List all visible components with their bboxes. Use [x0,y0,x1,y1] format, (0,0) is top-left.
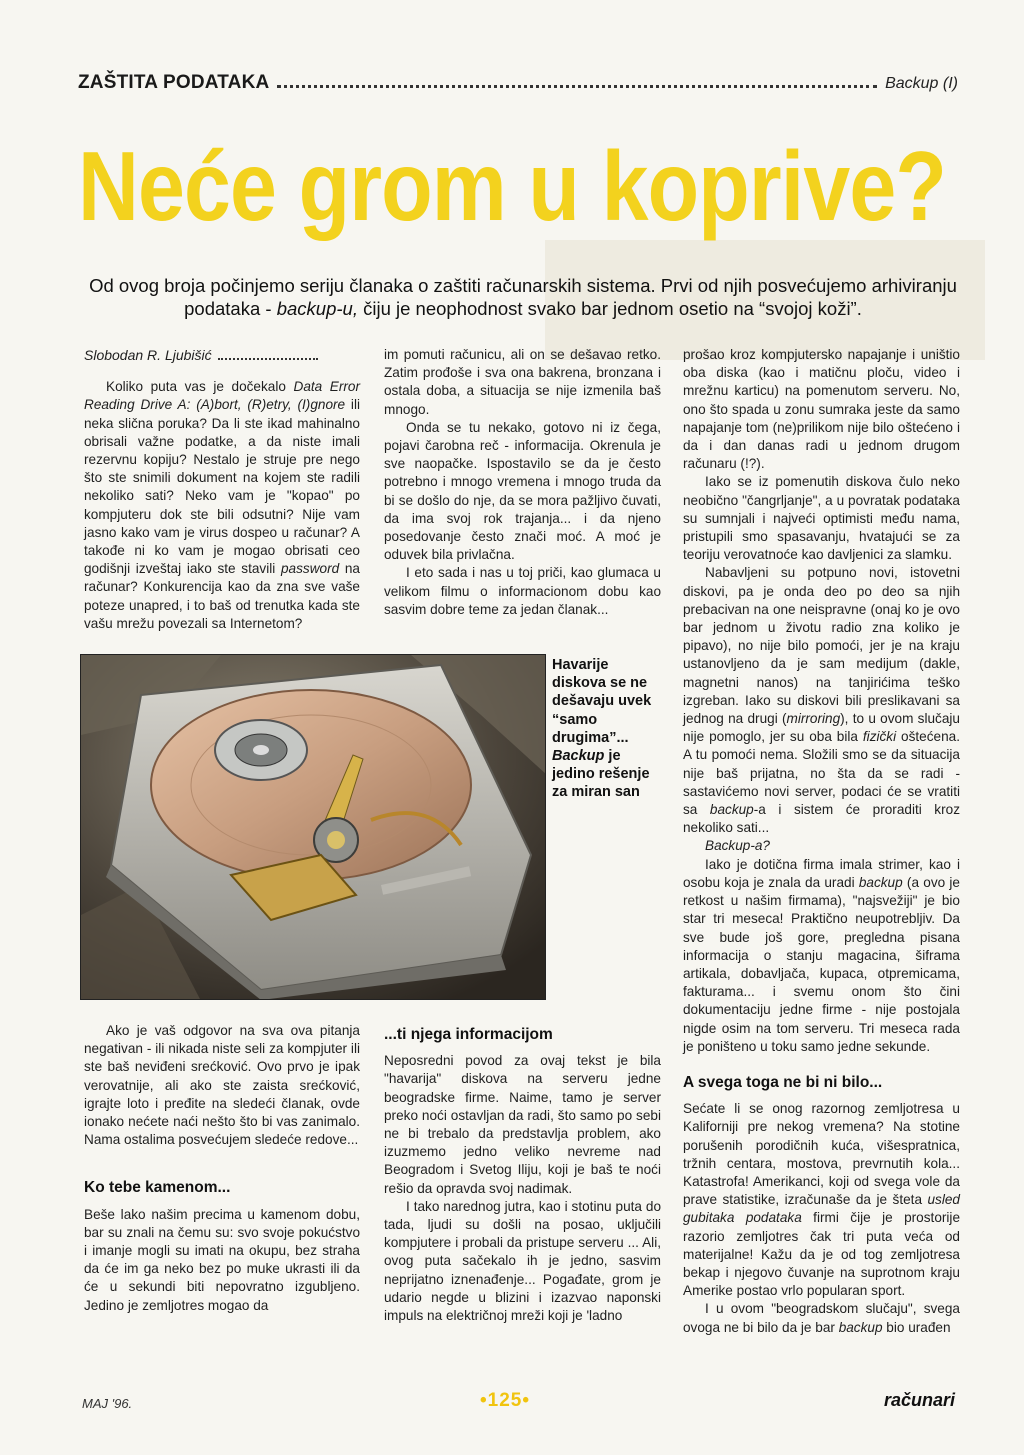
subheading: Ko tebe kamenom... [84,1179,231,1197]
paragraph [84,378,360,633]
text-run: Koliko puta vas je dočekalo [106,379,294,395]
error-message-text: Data Error Reading Drive A: (A)bort, (R)etry, (I)gnore [84,379,360,413]
issue-date: MAJ '96. [82,1396,133,1411]
photo-caption [552,656,662,802]
paragraph: Iako se iz pomenutih diskova čulo neko neobično "čangrljanje", a u povratak podataka su sumnjali i najveći optimisti među nama, pristupili smo spasavanju, hvatajući se za teoriju verovatnoće kao davljenici za slamku. [683,474,960,563]
lead-text-2: čiju je neophodnost svako bar jednom osetio na “svojoj koži”. [357,298,862,319]
column-1-bottom [84,1022,360,1315]
paragraph [683,837,960,855]
subheading: A svega toga ne bi ni bilo... [683,1073,883,1091]
emphasis-text: Backup-a? [705,838,770,854]
text-run: firmi čije je prostorije razorio zemljotres čak tri puta veća od materijalne! Kažu da je od tog zemljotresa bekap i njegovo čuvanje na suprotnom kraju Amerike postao vrlo popularan sport. [683,1210,961,1299]
lead-text-1: Od ovog broja počinjemo seriju članaka o zaštiti računarskih sistema. Prvi od njih posvećujemo arhiviranju podataka - [89,275,957,319]
emphasis-text: backup [838,1319,883,1335]
text-run: Nabavljeni su potpuno novi, istovetni diskovi, pa je onda deo po deo sa njih prebacivan na one neispravne (onaj ko je ovo bar jednom u životu radio zna koliko je pipavo), no nije bilo pomoći, jer je na kraju ustanovljeno da je sam medijum (dakle, magnetni nanos) na tanjirićima teško izgreban. Iako su diskovi bili preslikavani sa jednog na drugi ( [683,565,960,727]
hard-disk-illustration [81,655,546,1000]
text-run: (a ovo je retkost u našim firmama), "najsvežiji" je bio star tri meseca! Praktično neupotrebljiv. Da sve bude još gore, pregledna pisana informacija o stanju magacina, šiframa artikala, dobavljača, kupaca, otpremicama, fakturama... i svemu onom što čini dokumentaciju jedne firme - nije postojala nigde osim na tom serveru. Tri meseca rada je poništeno u toku samo jedne sekunde. [683,874,960,1054]
magazine-logo: računari [884,1390,956,1410]
emphasis-text: backup [709,802,754,818]
column-2-bottom [384,1022,661,1325]
column-2-top [384,346,661,619]
caption-emphasis: Backup [552,748,605,765]
running-header [78,72,958,98]
byline [84,346,360,364]
paragraph: Neposredni povod za ovaj tekst je bila "havarija" diskova na serveru jedne beogradske firme. Naime, tamo je server preko noći ostavljan da radi, što samo po sebi ne bi trebalo da predstavlja problem, ako izuzmemo jedno veliko nevreme nad Beogradom i Svetog Iliju, koji je baš te noći rešio da opravda svoj nadimak. [384,1053,661,1196]
text-run: oštećena. A tu pomoći nema. Složili smo se da situacija nije baš prijatna, no šta da se radi - sastavićemo novi server, podaci će se vratiti sa [683,729,960,818]
text-run: ), to u ovom slučaju nije pomoglo, jer su oba bila [683,711,960,745]
paragraph [683,1300,960,1336]
header-dot-leader [277,74,877,88]
paragraph: im pomuti računicu, ali on se dešavao retko. Zatim prođoše i sva ona bakrena, bronzana i ostala doba, a situacija se nije izmenila baš mnogo. [384,347,661,417]
hard-disk-photo [80,654,546,1000]
series-name: Backup (I) [885,75,958,92]
article-lead [78,274,968,320]
caption-text: je jedino rešenje za miran san [552,748,650,801]
paragraph [683,856,960,1056]
emphasis-text: password [280,561,340,577]
byline-dot-leader [218,350,318,360]
emphasis-text: backup [858,874,903,890]
emphasis-text: mirroring [786,711,841,727]
lead-emphasis: backup-u, [276,298,358,319]
paragraph: I eto sada i nas u toj priči, kao glumaca u velikom filmu o informacionom dobu kao sasvim dobre teme za jedan članak... [384,565,661,617]
paragraph [683,1100,960,1300]
emphasis-text: usled gubitaka podataka [683,1192,960,1226]
text-run: Iako je dotična firma imala strimer, kao i osobu koja je znala da uradi [683,856,960,890]
text-run: I u ovom "beogradskom slučaju", svega ovoga ne bi bilo da je bar [683,1301,960,1335]
page-number: •125• [480,1390,531,1411]
paragraph: Beše lako našim precima u kamenom dobu, bar su znali na čemu su: svo svoje pokućstvo i imanje mogli su imati na okupu, bez straha da će im ga neko bez po muke ukrasti ili da će u sekundi biti nepovratno izgubljeno. Jedino je zemljotres mogao da [84,1206,360,1313]
text-run: Sećate li se onog razornog zemljotresa u Kaliforniji pre nekog vremena? Na stotine porušenih porodičnih kuća, višespratnica, tržnih centara, mostova, prevrnutih kola... Katastrofa! Amerikanci, koji od svega vole da prave statistike, izračunaše da je šteta [683,1101,960,1208]
author-name: Slobodan R. Ljubišić [84,347,212,363]
column-1-top [84,346,360,633]
caption-text: Havarije diskova se ne dešavaju uvek “samo drugima”... [552,657,652,746]
text-run: ili neka slična poruka? Da li ste ikad mahinalno obrisali važne podatke, a da niste imali rezervnu kopiju? Nestalo je struje pre nego što ste snimili dokument na kojem ste radili nekoliko sati? Neko vam je "kopao" po kompjuteru dok ste bili odsutni? Nije vam jasno kako vam je virus dospeo u računar? A takođe ni ko vam je mogao obrisati ceo godišnji izveštaj iako ste stavili [84,397,360,577]
section-name: ZAŠTITA PODATAKA [78,72,270,93]
paragraph [683,564,960,837]
paragraph: I tako narednog jutra, kao i stotinu puta do tada, ljudi su došli na posao, uključili kompjutere i probali da pristupe serveru ... Ali, ovog puta sačekalo ih je jedno, sasvim neprijatno iznenađenje... Pogađate, grom je udario negde u blizini i izazvao naponski impuls na električnoj mreži koji je 'ladno [384,1198,661,1324]
text-run: -a i sistem će proraditi kroz nekoliko sati... [683,802,960,836]
article-title: Neće grom u koprive? [77,131,946,241]
text-run: na računar? Konkurencija kao da zna sve vaše poteze unapred, i to baš od trenutka kada ste vašu mrežu povezali sa Internetom? [84,561,360,631]
text-run: bio urađen [882,1319,951,1335]
column-3 [683,346,960,1337]
paragraph: prošao kroz kompjutersko napajanje i uništio oba diska (kao i matičnu ploču, video i mrežnu karticu) na pomenutom serveru. No, ono što spada u zonu sumraka jeste da samo napajanje tom (ne)prilikom nije bilo oštećeno i da i dan danas radi u jednom drugom računaru (!?). [683,347,960,472]
paragraph: Ako je vaš odgovor na sva ova pitanja negativan - ili nikada niste seli za kompjuter ili ste baš neviđeni srećković. Ovo prvo je ipak verovatnije, ali ako ste zaista srećković, igrajte loto i pređite na sledeći članak, ovde ionako nećete naći nešto što bi vas zanimalo. Nama ostalima posvećujem sledeće redove... [84,1023,360,1148]
subheading: ...ti njega informacijom [384,1026,553,1043]
paragraph: Onda se tu nekako, gotovo ni iz čega, pojavi čarobna reč - informacija. Okrenula je sve naopačke. Ispostavilo se da je često potrebno i mnogo vremena i mnogo truda da bi se došlo do nje, da se mora pažljivo čuvati, da ima svoj rok trajanja... i da njeno posedovanje često znači moć. A moć je oduvek bila privlačna. [384,419,661,563]
emphasis-text: fizički [862,729,897,745]
